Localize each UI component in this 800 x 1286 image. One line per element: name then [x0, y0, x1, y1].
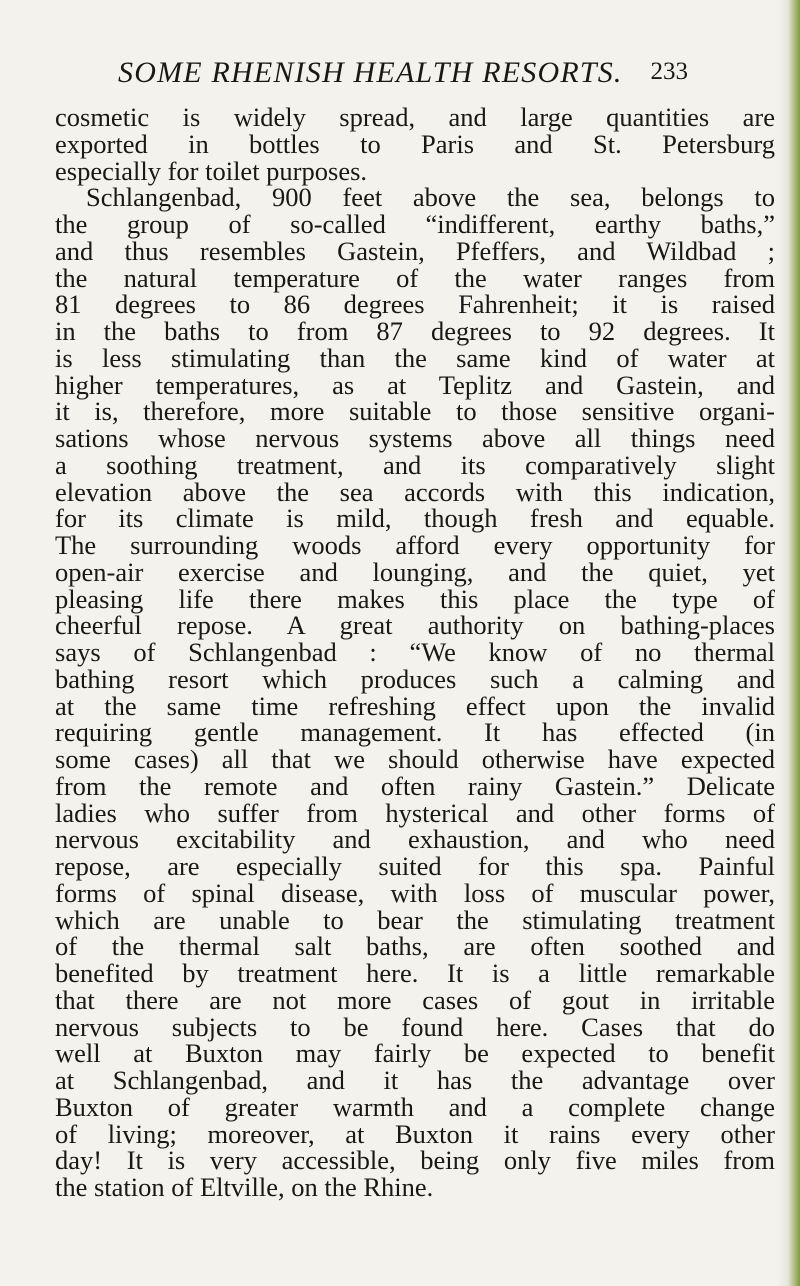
- text-line: of the thermal salt baths, are often soothed and: [55, 931, 775, 962]
- text-line: requiring gentle management. It has effected (in: [55, 717, 775, 748]
- text-line: exported in bottles to Paris and St. Petersburg: [55, 128, 775, 159]
- text-line: that there are not more cases of gout in irritable: [55, 984, 775, 1015]
- text-line: which are unable to bear the stimulating treatment: [55, 904, 775, 935]
- page-edge: [778, 0, 800, 1286]
- text-line: 81 degrees to 86 degrees Fahrenheit; it is raised: [55, 289, 775, 320]
- page-header: [118, 56, 688, 96]
- text-line: Buxton of greater warmth and a complete change: [55, 1091, 775, 1122]
- text-line: nervous excitability and exhaustion, and who need: [55, 824, 775, 855]
- page-number: 233: [650, 58, 688, 85]
- text-line: and thus resembles Gastein, Pfeffers, and Wildbad ;: [55, 235, 775, 266]
- text-line: for its climate is mild, though fresh and equable.: [55, 503, 775, 534]
- text-line: at the same time refreshing effect upon the invalid: [55, 690, 775, 721]
- text-line: the natural temperature of the water ranges from: [55, 262, 775, 293]
- text-line: at Schlangenbad, and it has the advantage over: [55, 1065, 775, 1095]
- text-line: day! It is very accessible, being only five miles from: [55, 1145, 775, 1176]
- text-line: the station of Eltville, on the Rhine.: [55, 1172, 434, 1202]
- text-line: well at Buxton may fairly be expected to benefit: [55, 1038, 775, 1069]
- text-line: especially for toilet purposes.: [55, 155, 368, 186]
- text-line: ladies who suffer from hysterical and other forms of: [55, 797, 775, 828]
- text-line: forms of spinal disease, with loss of muscular power,: [55, 877, 775, 908]
- text-line: it is, therefore, more suitable to those sensitive organi-: [55, 396, 775, 427]
- text-line: higher temperatures, as at Teplitz and Gastein, and: [55, 369, 775, 400]
- text-line: elevation above the sea accords with this indication,: [55, 476, 775, 507]
- text-line: pleasing life there makes this place the type of: [55, 583, 775, 614]
- text-line: open-air exercise and lounging, and the quiet, yet: [55, 556, 775, 587]
- text-line: repose, are especially suited for this spa. Painful: [55, 851, 775, 881]
- text-line: sations whose nervous systems above all things need: [55, 423, 775, 453]
- text-line: cheerful repose. A great authority on bathing-places: [55, 610, 775, 641]
- text-line: benefited by treatment here. It is a little remarkable: [55, 958, 775, 988]
- body-text: [55, 104, 775, 1201]
- text-line: in the baths to from 87 degrees to 92 degrees. It: [55, 316, 775, 346]
- text-line: from the remote and often rainy Gastein.” Delicate: [55, 770, 775, 801]
- text-line: bathing resort which produces such a calming and: [55, 663, 775, 694]
- running-head: SOME RHENISH HEALTH RESORTS.: [118, 56, 623, 89]
- text-line: is less stimulating than the same kind of water at: [55, 342, 775, 373]
- text-line: nervous subjects to be found here. Cases that do: [55, 1011, 775, 1042]
- text-line: of living; moreover, at Buxton it rains every other: [55, 1118, 775, 1149]
- text-line: some cases) all that we should otherwise have expected: [55, 744, 775, 774]
- text-line: says of Schlangenbad : “We know of no thermal: [55, 637, 775, 667]
- text-line: cosmetic is widely spread, and large quantities are: [55, 102, 775, 132]
- text-line: a soothing treatment, and its comparatively slight: [55, 449, 775, 480]
- text-line: the group of so-called “indifferent, earthy baths,”: [55, 209, 775, 239]
- text-line: Schlangenbad, 900 feet above the sea, belongs to: [86, 182, 775, 213]
- text-line: The surrounding woods afford every opportunity for: [55, 530, 775, 560]
